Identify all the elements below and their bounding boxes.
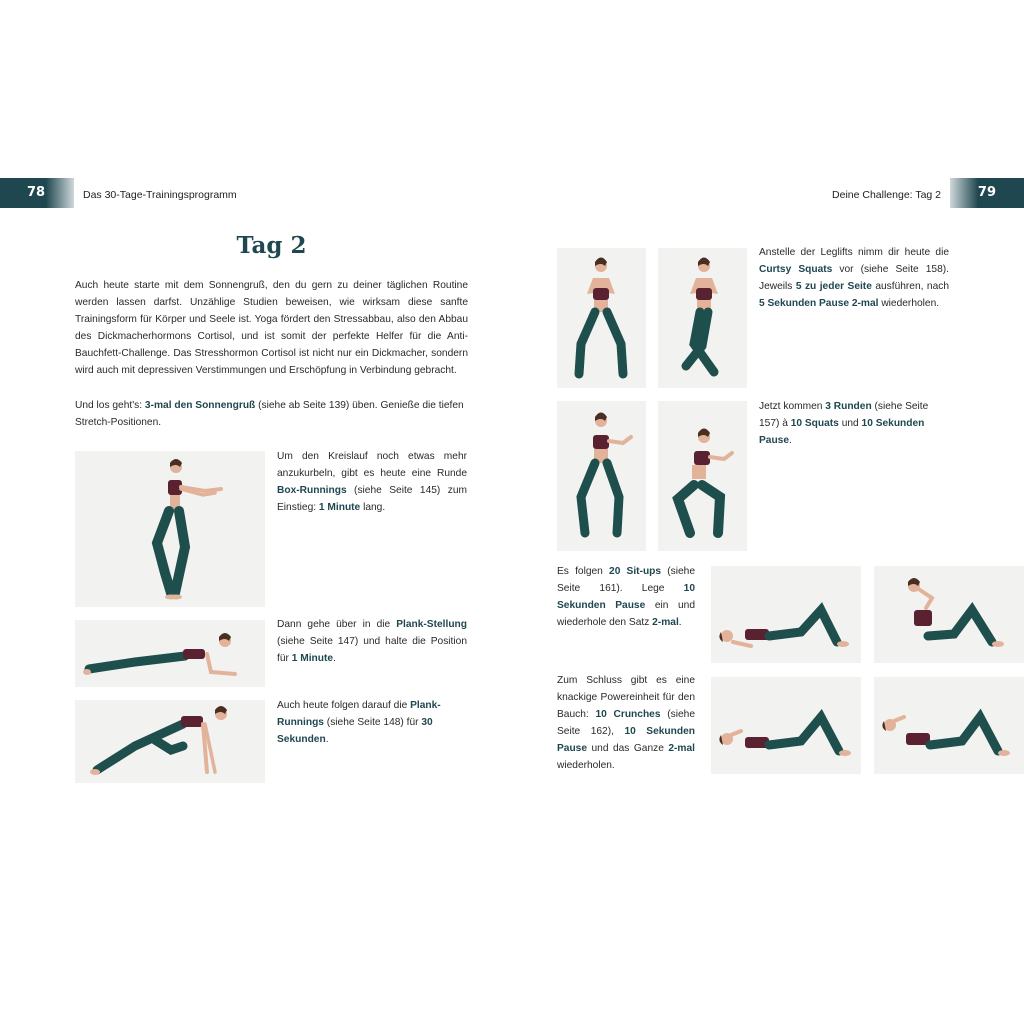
box-running-paragraph: Um den Kreislauf noch etwas mehr anzukurbeln, gibt es heute eine Runde Box-Runnings (siehe Seite 145) zum Einstieg: 1 Minute lang. xyxy=(277,451,467,513)
photo-sit-up-1 xyxy=(711,566,861,663)
crunch-lying-figure-icon xyxy=(711,677,861,774)
curtsy-squat-paragraph: Anstelle der Leglifts nimm dir heute die Curtsy Squats vor (siehe Seite 158). Jeweils 5 zu jeder Seite ausführen, nach 5 Sekunden Pause 2-mal wiederholen. xyxy=(759,247,949,309)
photo-box-running xyxy=(75,451,265,607)
right-page-number: 79 xyxy=(950,178,1024,208)
photo-plank-running xyxy=(75,700,265,783)
curtsy-squat-figure-icon xyxy=(557,248,646,388)
photo-crunch-1 xyxy=(711,677,861,774)
crunch-raised-figure-icon xyxy=(874,677,1024,774)
plank-paragraph: Dann gehe über in die Plank-Stellung (siehe Seite 147) und halte die Position für 1 Minute. xyxy=(277,619,467,664)
photo-crunch-2 xyxy=(874,677,1024,774)
left-running-title: Das 30-Tage-Trainingsprogramm xyxy=(83,189,237,201)
plank-running-figure-icon xyxy=(75,700,265,783)
crunch-paragraph: Zum Schluss gibt es eine knackige Powereinheit für den Bauch: 10 Crunches (siehe Seite 162), 10 Sekunden Pause und das Ganze 2-mal wiederholen. xyxy=(557,675,695,771)
right-running-title: Deine Challenge: Tag 2 xyxy=(832,189,941,201)
photo-curtsy-squat-1 xyxy=(557,248,646,388)
photo-squat-1 xyxy=(557,401,646,551)
photo-plank xyxy=(75,620,265,687)
squat-standing-figure-icon xyxy=(557,401,646,551)
squat-deep-figure-icon xyxy=(658,401,747,551)
sit-up-raised-figure-icon xyxy=(874,566,1024,663)
photo-squat-2 xyxy=(658,401,747,551)
photo-sit-up-2 xyxy=(874,566,1024,663)
left-page-number: 78 xyxy=(0,178,74,208)
curtsy-squat-cross-figure-icon xyxy=(658,248,747,388)
plank-figure-icon xyxy=(75,620,265,687)
sit-up-lying-figure-icon xyxy=(711,566,861,663)
photo-curtsy-squat-2 xyxy=(658,248,747,388)
plank-running-paragraph: Auch heute folgen darauf die Plank-Runnings (siehe Seite 148) für 30 Sekunden. xyxy=(277,700,441,745)
sit-up-paragraph: Es folgen 20 Sit-ups (siehe Seite 161). Lege 10 Sekunden Pause ein und wiederhole den Satz 2-mal. xyxy=(557,566,696,628)
intro-paragraph: Auch heute starte mit dem Sonnengruß, den du gern zu deiner täglichen Routine werden lassen darfst. Unzählige Studien beweisen, wie wirksam diese sanfte Trainingsform für Körper und Seele ist. Yoga fördert den Stressabbau, also den Abbau des Dickmacherhormons Cortisol, und ist somit der perfekte Helfer für die Anti-Bauchfett-Challenge. Das Stresshormon Cortisol ist nicht nur ein Dickmacher, sondern wird auch mit depressiven Verstimmungen und Erschöpfung in Verbindung gebracht. xyxy=(75,280,468,376)
page-title: Tag 2 xyxy=(236,232,307,259)
squat-paragraph: Jetzt kommen 3 Runden (siehe Seite 157) à 10 Squats und 10 Sekunden Pause. xyxy=(759,401,929,446)
sun-salutation-paragraph: Und los geht's: 3-mal den Sonnengruß (siehe ab Seite 139) üben. Genieße die tiefen Stretch-Positionen. xyxy=(75,400,464,428)
box-running-figure-icon xyxy=(75,451,265,607)
